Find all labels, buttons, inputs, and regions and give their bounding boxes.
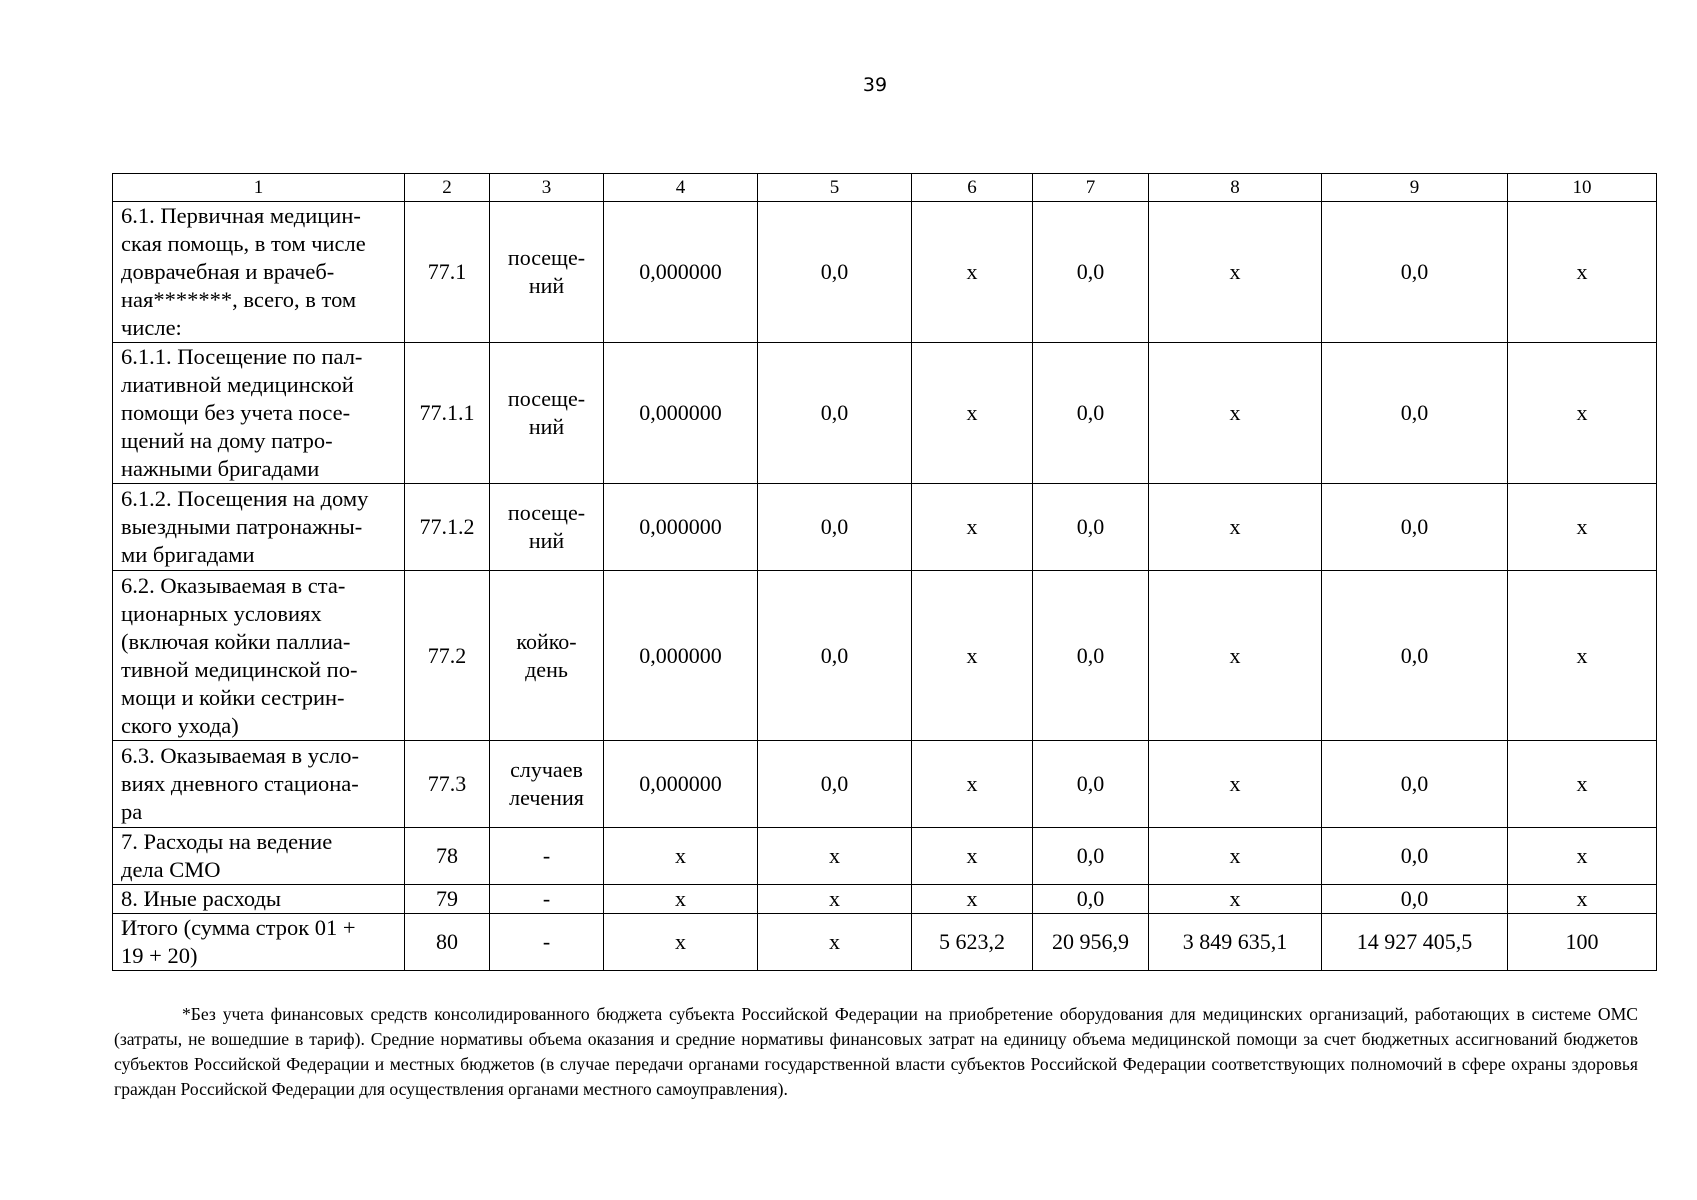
- value-cell: 14 927 405,5: [1322, 914, 1508, 971]
- description-line: выездными патронажны-: [121, 514, 363, 539]
- unit-line: день: [525, 656, 568, 682]
- unit-line: посеще-: [507, 500, 586, 525]
- value-cell: 0,0: [1033, 343, 1149, 484]
- value-cell: x: [1508, 202, 1657, 343]
- table-body: [113, 202, 1657, 971]
- description-line: 6.2. Оказываемая в ста-: [121, 572, 346, 598]
- description-line: ского ухода): [121, 712, 239, 738]
- column-number: 1: [113, 174, 405, 202]
- value-cell: x: [912, 828, 1033, 885]
- unit-line: койко-: [516, 628, 577, 654]
- page-number: 39: [862, 74, 888, 96]
- value-cell: 100: [1508, 914, 1657, 971]
- description-line: Итого (сумма строк 01 +: [121, 915, 356, 940]
- value-cell: x: [758, 914, 912, 971]
- row-description: [113, 914, 405, 971]
- column-number: 2: [405, 174, 490, 202]
- value-cell: x: [758, 828, 912, 885]
- value-cell: 3 849 635,1: [1149, 914, 1322, 971]
- table-row: [113, 343, 1657, 484]
- table-row: [113, 914, 1657, 971]
- description-line: щений на дому патро-: [121, 428, 333, 453]
- value-cell: x: [1149, 571, 1322, 741]
- description-line: лиативной медицинской: [121, 372, 354, 397]
- table-header-row: [113, 174, 1657, 202]
- column-number: 4: [604, 174, 758, 202]
- value-cell: x: [1149, 343, 1322, 484]
- footnote: *Без учета финансовых средств консолидированного бюджета субъекта Российской Федерации на приобретение оборудования для медицинских организаций, работающих в системе ОМС (затраты, не вошедшие в тариф). Средние нормативы объема оказания и средние нормативы финансовых затрат на единицу объема медицинской помощи за счет бюджетных ассигнований бюджетов субъектов Российской Федерации и местных бюджетов (в случае передачи органами государственной власти субъектов Российской Федерации соответствующих полномочий в сфере охраны здоровья граждан Российской Федерации для осуществления органами местного самоуправления).: [114, 1004, 1638, 1099]
- value-cell: x: [1149, 741, 1322, 828]
- description-line: 8. Иные расходы: [121, 886, 282, 911]
- unit-line: посеще-: [507, 386, 586, 411]
- row-unit: [490, 914, 604, 971]
- value-cell: x: [912, 202, 1033, 343]
- value-cell: x: [912, 741, 1033, 828]
- unit-line: ний: [528, 414, 565, 439]
- table-row: [113, 828, 1657, 885]
- row-description: [113, 571, 405, 741]
- row-code: 77.1.1: [405, 343, 490, 484]
- table-row: [113, 571, 1657, 741]
- description-line: нажными бригадами: [121, 456, 320, 481]
- column-number: 5: [758, 174, 912, 202]
- row-code: 77.1.2: [405, 484, 490, 571]
- value-cell: x: [912, 571, 1033, 741]
- table-row: [113, 741, 1657, 828]
- row-code: 77.2: [405, 571, 490, 741]
- value-cell: 0,0: [758, 741, 912, 828]
- row-description: [113, 202, 405, 343]
- row-unit: [490, 202, 604, 343]
- description-line: помощи без учета посе-: [121, 400, 351, 425]
- value-cell: x: [1149, 484, 1322, 571]
- value-cell: x: [1508, 741, 1657, 828]
- row-unit: [490, 885, 604, 914]
- value-cell: x: [912, 484, 1033, 571]
- column-number: 6: [912, 174, 1033, 202]
- description-line: 6.1.1. Посещение по пал-: [121, 344, 363, 369]
- value-cell: x: [1508, 484, 1657, 571]
- description-line: 6.1.2. Посещения на дому: [121, 486, 369, 511]
- description-line: доврачебная и врачеб-: [121, 259, 335, 284]
- description-line: числе:: [121, 315, 182, 340]
- table-row: [113, 484, 1657, 571]
- row-code: 77.3: [405, 741, 490, 828]
- value-cell: x: [1508, 885, 1657, 914]
- unit-line: посеще-: [507, 245, 586, 270]
- column-number: 3: [490, 174, 604, 202]
- value-cell: x: [1149, 828, 1322, 885]
- row-unit: [490, 343, 604, 484]
- row-code: 77.1: [405, 202, 490, 343]
- value-cell: 0,000000: [604, 741, 758, 828]
- row-unit: [490, 828, 604, 885]
- row-description: [113, 741, 405, 828]
- value-cell: 0,000000: [604, 202, 758, 343]
- description-line: 6.1. Первичная медицин-: [121, 203, 361, 228]
- description-line: ционарных условиях: [121, 600, 322, 626]
- row-unit: [490, 741, 604, 828]
- value-cell: 0,0: [758, 484, 912, 571]
- description-line: 19 + 20): [121, 943, 198, 968]
- unit-line: ний: [528, 528, 565, 553]
- column-number: 7: [1033, 174, 1149, 202]
- description-line: ная*******, всего, в том: [121, 287, 357, 312]
- description-line: мощи и койки сестрин-: [121, 684, 345, 710]
- row-description: [113, 343, 405, 484]
- table-row: [113, 885, 1657, 914]
- column-number: 8: [1149, 174, 1322, 202]
- value-cell: 0,0: [1322, 828, 1508, 885]
- value-cell: x: [604, 828, 758, 885]
- value-cell: 0,0: [1033, 828, 1149, 885]
- value-cell: 0,000000: [604, 343, 758, 484]
- value-cell: 0,0: [1322, 202, 1508, 343]
- unit-line: ний: [528, 273, 565, 298]
- value-cell: x: [1508, 343, 1657, 484]
- row-description: [113, 885, 405, 914]
- value-cell: x: [604, 885, 758, 914]
- row-code: 78: [405, 828, 490, 885]
- unit-line: случаев: [510, 757, 583, 782]
- value-cell: 20 956,9: [1033, 914, 1149, 971]
- description-line: виях дневного стациона-: [121, 771, 359, 796]
- value-cell: x: [1508, 571, 1657, 741]
- value-cell: x: [1508, 828, 1657, 885]
- unit-line: лечения: [509, 785, 584, 810]
- table-row: [113, 202, 1657, 343]
- value-cell: x: [758, 885, 912, 914]
- description-line: 6.3. Оказываемая в усло-: [121, 743, 360, 768]
- row-description: [113, 484, 405, 571]
- row-code: 79: [405, 885, 490, 914]
- value-cell: 0,0: [1033, 202, 1149, 343]
- value-cell: 0,0: [1322, 885, 1508, 914]
- row-unit: [490, 571, 604, 741]
- description-line: ская помощь, в том числе: [121, 231, 366, 256]
- value-cell: 0,0: [1322, 741, 1508, 828]
- description-line: дела СМО: [121, 857, 221, 882]
- description-line: ра: [121, 799, 143, 824]
- value-cell: x: [604, 914, 758, 971]
- description-line: (включая койки паллиа-: [121, 628, 351, 654]
- value-cell: 0,0: [1033, 571, 1149, 741]
- description-line: ми бригадами: [121, 542, 255, 567]
- value-cell: 0,0: [1322, 484, 1508, 571]
- value-cell: 5 623,2: [912, 914, 1033, 971]
- value-cell: 0,0: [1033, 484, 1149, 571]
- column-number: 10: [1508, 174, 1657, 202]
- value-cell: 0,000000: [604, 571, 758, 741]
- value-cell: 0,000000: [604, 484, 758, 571]
- unit-line: -: [542, 843, 551, 868]
- unit-line: -: [542, 886, 551, 911]
- value-cell: 0,0: [758, 343, 912, 484]
- row-description: [113, 828, 405, 885]
- row-unit: [490, 484, 604, 571]
- value-cell: 0,0: [758, 202, 912, 343]
- value-cell: 0,0: [1322, 343, 1508, 484]
- value-cell: x: [912, 343, 1033, 484]
- value-cell: 0,0: [758, 571, 912, 741]
- value-cell: x: [1149, 885, 1322, 914]
- value-cell: 0,0: [1033, 741, 1149, 828]
- value-cell: x: [1149, 202, 1322, 343]
- unit-line: -: [542, 929, 551, 954]
- financing-table: [112, 173, 1657, 971]
- value-cell: 0,0: [1322, 571, 1508, 741]
- description-line: 7. Расходы на ведение: [121, 829, 333, 854]
- value-cell: x: [912, 885, 1033, 914]
- description-line: тивной медицинской по-: [121, 656, 358, 682]
- value-cell: 0,0: [1033, 885, 1149, 914]
- row-code: 80: [405, 914, 490, 971]
- column-number: 9: [1322, 174, 1508, 202]
